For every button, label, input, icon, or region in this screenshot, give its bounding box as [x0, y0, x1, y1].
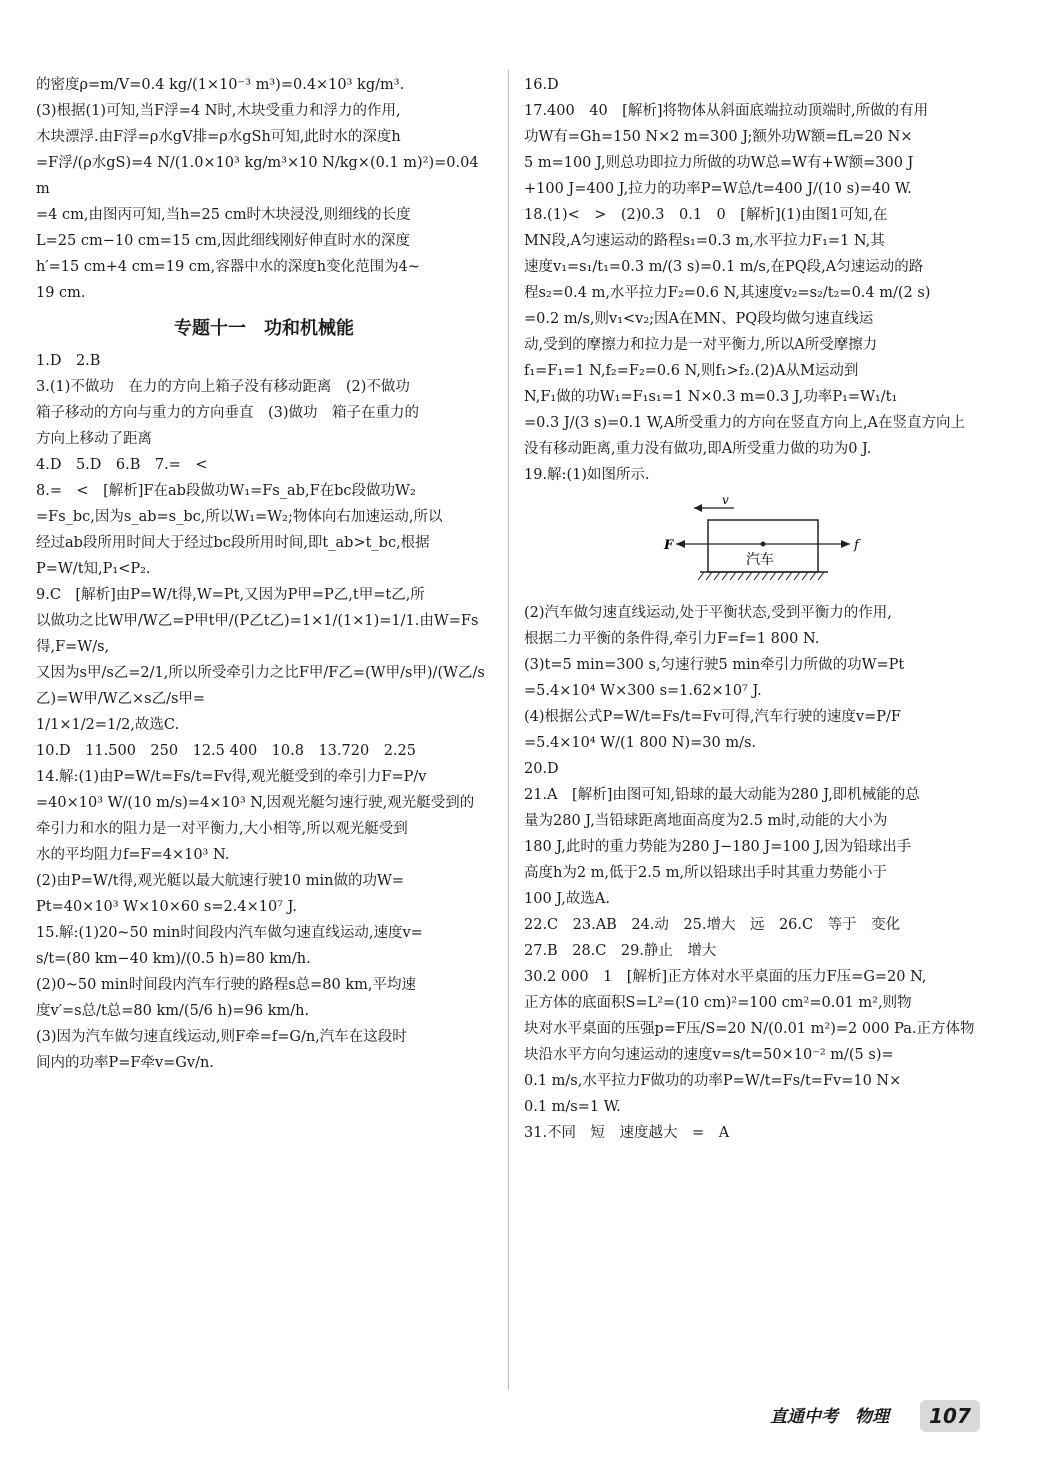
- text-line: 27.B 28.C 29.静止 增大: [524, 943, 717, 959]
- text-line: =5.4×10⁴ W/(1 800 N)=30 m/s.: [524, 735, 757, 751]
- text-line: 经过ab段所用时间大于经过bc段所用时间,即t_ab>t_bc,根据: [36, 535, 430, 551]
- traction-label: F: [664, 538, 674, 553]
- text-line: 没有移动距离,重力没有做功,即A所受重力做的功为0 J.: [524, 441, 872, 457]
- text-line: 180 J,此时的重力势能为280 J−180 J=100 J,因为铅球出手: [524, 839, 912, 855]
- left-column: [36, 72, 492, 1076]
- text-line: 量为280 J,当铅球距离地面高度为2.5 m时,动能的大小为: [524, 813, 888, 829]
- text-line: 木块漂浮.由F浮=ρ水gV排=ρ水gSh可知,此时水的深度h: [36, 129, 401, 145]
- text-line: 牵引力和水的阻力是一对平衡力,大小相等,所以观光艇受到: [36, 821, 408, 837]
- text-line: h′=15 cm+4 cm=19 cm,容器中水的深度h变化范围为4~: [36, 259, 420, 275]
- left-top-text: [36, 72, 492, 306]
- right-top-text: [524, 72, 976, 488]
- text-line: (2)0~50 min时间段内汽车行驶的路程s总=80 km,平均速: [36, 977, 416, 993]
- text-line: 15.解:(1)20~50 min时间段内汽车做匀速直线运动,速度v=: [36, 925, 423, 941]
- text-line: 功W有=Gh=150 N×2 m=300 J;额外功W额=fL=20 N×: [524, 129, 913, 145]
- text-line: 块沿水平方向匀速运动的速度v=s/t=50×10⁻² m/(5 s)=: [524, 1047, 894, 1063]
- text-line: 程s₂=0.4 m,水平拉力F₂=0.6 N,其速度v₂=s₂/t₂=0.4 m/(2 s): [524, 285, 931, 301]
- text-line: =4 cm,由图丙可知,当h=25 cm时木块浸没,则细线的长度: [36, 207, 411, 223]
- left-bottom-text: [36, 348, 492, 1076]
- text-line: (3)因为汽车做匀速直线运动,则F牵=f=G/n,汽车在这段时: [36, 1029, 407, 1045]
- right-column: [524, 72, 976, 1146]
- text-line: =5.4×10⁴ W×300 s=1.62×10⁷ J.: [524, 683, 762, 699]
- text-line: 的密度ρ=m/V=0.4 kg/(1×10⁻³ m³)=0.4×10³ kg/m³.: [36, 77, 405, 93]
- text-line: (2)由P=W/t得,观光艇以最大航速行驶10 min做的功W=: [36, 873, 405, 889]
- text-line: L=25 cm−10 cm=15 cm,因此细线刚好伸直时水的深度: [36, 233, 410, 249]
- text-line: 以做功之比W甲/W乙=P甲t甲/(P乙t乙)=1×1/(1×1)=1/1.由W=Fs得,F=W/s,: [36, 613, 479, 655]
- velocity-arrowhead: [694, 504, 702, 512]
- text-line: Pt=40×10³ W×10×60 s=2.4×10⁷ J.: [36, 899, 297, 915]
- text-line: 4.D 5.D 6.B 7.= <: [36, 457, 208, 473]
- friction-label: f: [854, 538, 859, 553]
- traction-arrowhead: [676, 540, 685, 548]
- text-line: 1/1×1/2=1/2,故选C.: [36, 717, 180, 733]
- right-bottom-text: [524, 600, 976, 1146]
- text-line: 3.(1)不做功 在力的方向上箱子没有移动距离 (2)不做功: [36, 379, 410, 395]
- text-line: 17.400 40 [解析]将物体从斜面底端拉动顶端时,所做的有用: [524, 103, 929, 119]
- text-line: 14.解:(1)由P=W/t=Fs/t=Fv得,观光艇受到的牵引力F=P/v: [36, 769, 427, 785]
- text-line: 8.= < [解析]F在ab段做功W₁=Fs_ab,F在bc段做功W₂: [36, 483, 416, 499]
- text-line: 0.1 m/s=1 W.: [524, 1099, 621, 1115]
- friction-arrowhead: [841, 540, 850, 548]
- text-line: N,F₁做的功W₁=F₁s₁=1 N×0.3 m=0.3 J,功率P₁=W₁/t₁: [524, 389, 898, 405]
- velocity-label: v: [722, 494, 729, 507]
- text-line: (4)根据公式P=W/t=Fs/t=Fv可得,汽车行驶的速度v=P/F: [524, 709, 901, 725]
- text-line: s/t=(80 km−40 km)/(0.5 h)=80 km/h.: [36, 951, 311, 967]
- text-line: 高度h为2 m,低于2.5 m,所以铅球出手时其重力势能小于: [524, 865, 888, 881]
- text-line: =Fs_bc,因为s_ab=s_bc,所以W₁=W₂;物体向右加速运动,所以: [36, 509, 443, 525]
- text-line: 30.2 000 1 [解析]正方体对水平桌面的压力F压=G=20 N,: [524, 969, 927, 985]
- text-line: 20.D: [524, 761, 559, 777]
- text-line: =0.2 m/s,则v₁<v₂;因A在MN、PQ段均做匀速直线运: [524, 311, 874, 327]
- text-line: 19 cm.: [36, 285, 86, 301]
- text-line: P=W/t知,P₁<P₂.: [36, 561, 151, 577]
- text-line: 19.解:(1)如图所示.: [524, 467, 650, 483]
- text-line: 22.C 23.AB 24.动 25.增大 远 26.C 等于 变化: [524, 917, 901, 933]
- text-line: 31.不同 短 速度越大 = A: [524, 1125, 730, 1141]
- text-line: 又因为s甲/s乙=2/1,所以所受牵引力之比F甲/F乙=(W甲/s甲)/(W乙/s乙)=W甲/W乙×s乙/s甲=: [36, 665, 485, 707]
- car-label: 汽车: [746, 552, 774, 568]
- text-line: 18.(1)< > (2)0.3 0.1 0 [解析](1)由图1可知,在: [524, 207, 888, 223]
- text-line: 根据二力平衡的条件得,牵引力F=f=1 800 N.: [524, 631, 820, 647]
- text-line: =0.3 J/(3 s)=0.1 W,A所受重力的方向在竖直方向上,A在竖直方向上: [524, 415, 965, 431]
- text-line: 10.D 11.500 250 12.5 400 10.8 13.720 2.25: [36, 743, 416, 759]
- text-line: MN段,A匀速运动的路程s₁=0.3 m,水平拉力F₁=1 N,其: [524, 233, 885, 249]
- text-line: 9.C [解析]由P=W/t得,W=Pt,又因为P甲=P乙,t甲=t乙,所: [36, 587, 425, 603]
- footer-title: 直通中考 物理: [770, 1407, 889, 1427]
- text-line: 1.D 2.B: [36, 353, 101, 369]
- car-force-diagram: [524, 494, 976, 594]
- text-line: 正方体的底面积S=L²=(10 cm)²=100 cm²=0.01 m²,则物: [524, 995, 912, 1011]
- text-line: 21.A [解析]由图可知,铅球的最大动能为280 J,即机械能的总: [524, 787, 920, 803]
- text-line: 水的平均阻力f=F=4×10³ N.: [36, 847, 230, 863]
- page-number: 107: [920, 1400, 980, 1432]
- text-line: 0.1 m/s,水平拉力F做功的功率P=W/t=Fs/t=Fv=10 N×: [524, 1073, 902, 1089]
- text-line: (2)汽车做匀速直线运动,处于平衡状态,受到平衡力的作用,: [524, 605, 892, 621]
- text-line: =40×10³ W/(10 m/s)=4×10³ N,因观光艇匀速行驶,观光艇受到的: [36, 795, 475, 811]
- text-line: 速度v₁=s₁/t₁=0.3 m/(3 s)=0.1 m/s,在PQ段,A匀速运动的路: [524, 259, 924, 275]
- diagram-svg: [524, 494, 976, 594]
- text-line: 100 J,故选A.: [524, 891, 610, 907]
- text-line: 块对水平桌面的压强p=F压/S=20 N/(0.01 m²)=2 000 Pa.正方体物: [524, 1021, 975, 1037]
- text-line: (3)根据(1)可知,当F浮=4 N时,木块受重力和浮力的作用,: [36, 103, 401, 119]
- text-line: 5 m=100 J,则总功即拉力所做的功W总=W有+W额=300 J: [524, 155, 914, 171]
- text-line: 间内的功率P=F牵v=Gv/n.: [36, 1055, 214, 1071]
- text-line: f₁=F₁=1 N,f₂=F₂=0.6 N,则f₁>f₂.(2)A从M运动到: [524, 363, 859, 379]
- text-line: 度v′=s总/t总=80 km/(5/6 h)=96 km/h.: [36, 1003, 310, 1019]
- text-line: 16.D: [524, 77, 559, 93]
- text-line: 箱子移动的方向与重力的方向垂直 (3)做功 箱子在重力的: [36, 405, 420, 421]
- text-line: +100 J=400 J,拉力的功率P=W总/t=400 J/(10 s)=40 W.: [524, 181, 912, 197]
- section-title: 专题十一 功和机械能: [174, 318, 354, 339]
- text-line: (3)t=5 min=300 s,匀速行驶5 min牵引力所做的功W=Pt: [524, 657, 905, 673]
- text-line: 方向上移动了距离: [36, 431, 152, 447]
- page-footer: [770, 1400, 980, 1434]
- column-divider: [508, 70, 509, 1390]
- ground-hatching: [698, 572, 824, 580]
- text-line: 动,受到的摩擦力和拉力是一对平衡力,所以A所受摩擦力: [524, 337, 878, 353]
- text-line: =F浮/(ρ水gS)=4 N/(1.0×10³ kg/m³×10 N/kg×(0.1 m)²)=0.04 m: [36, 155, 484, 197]
